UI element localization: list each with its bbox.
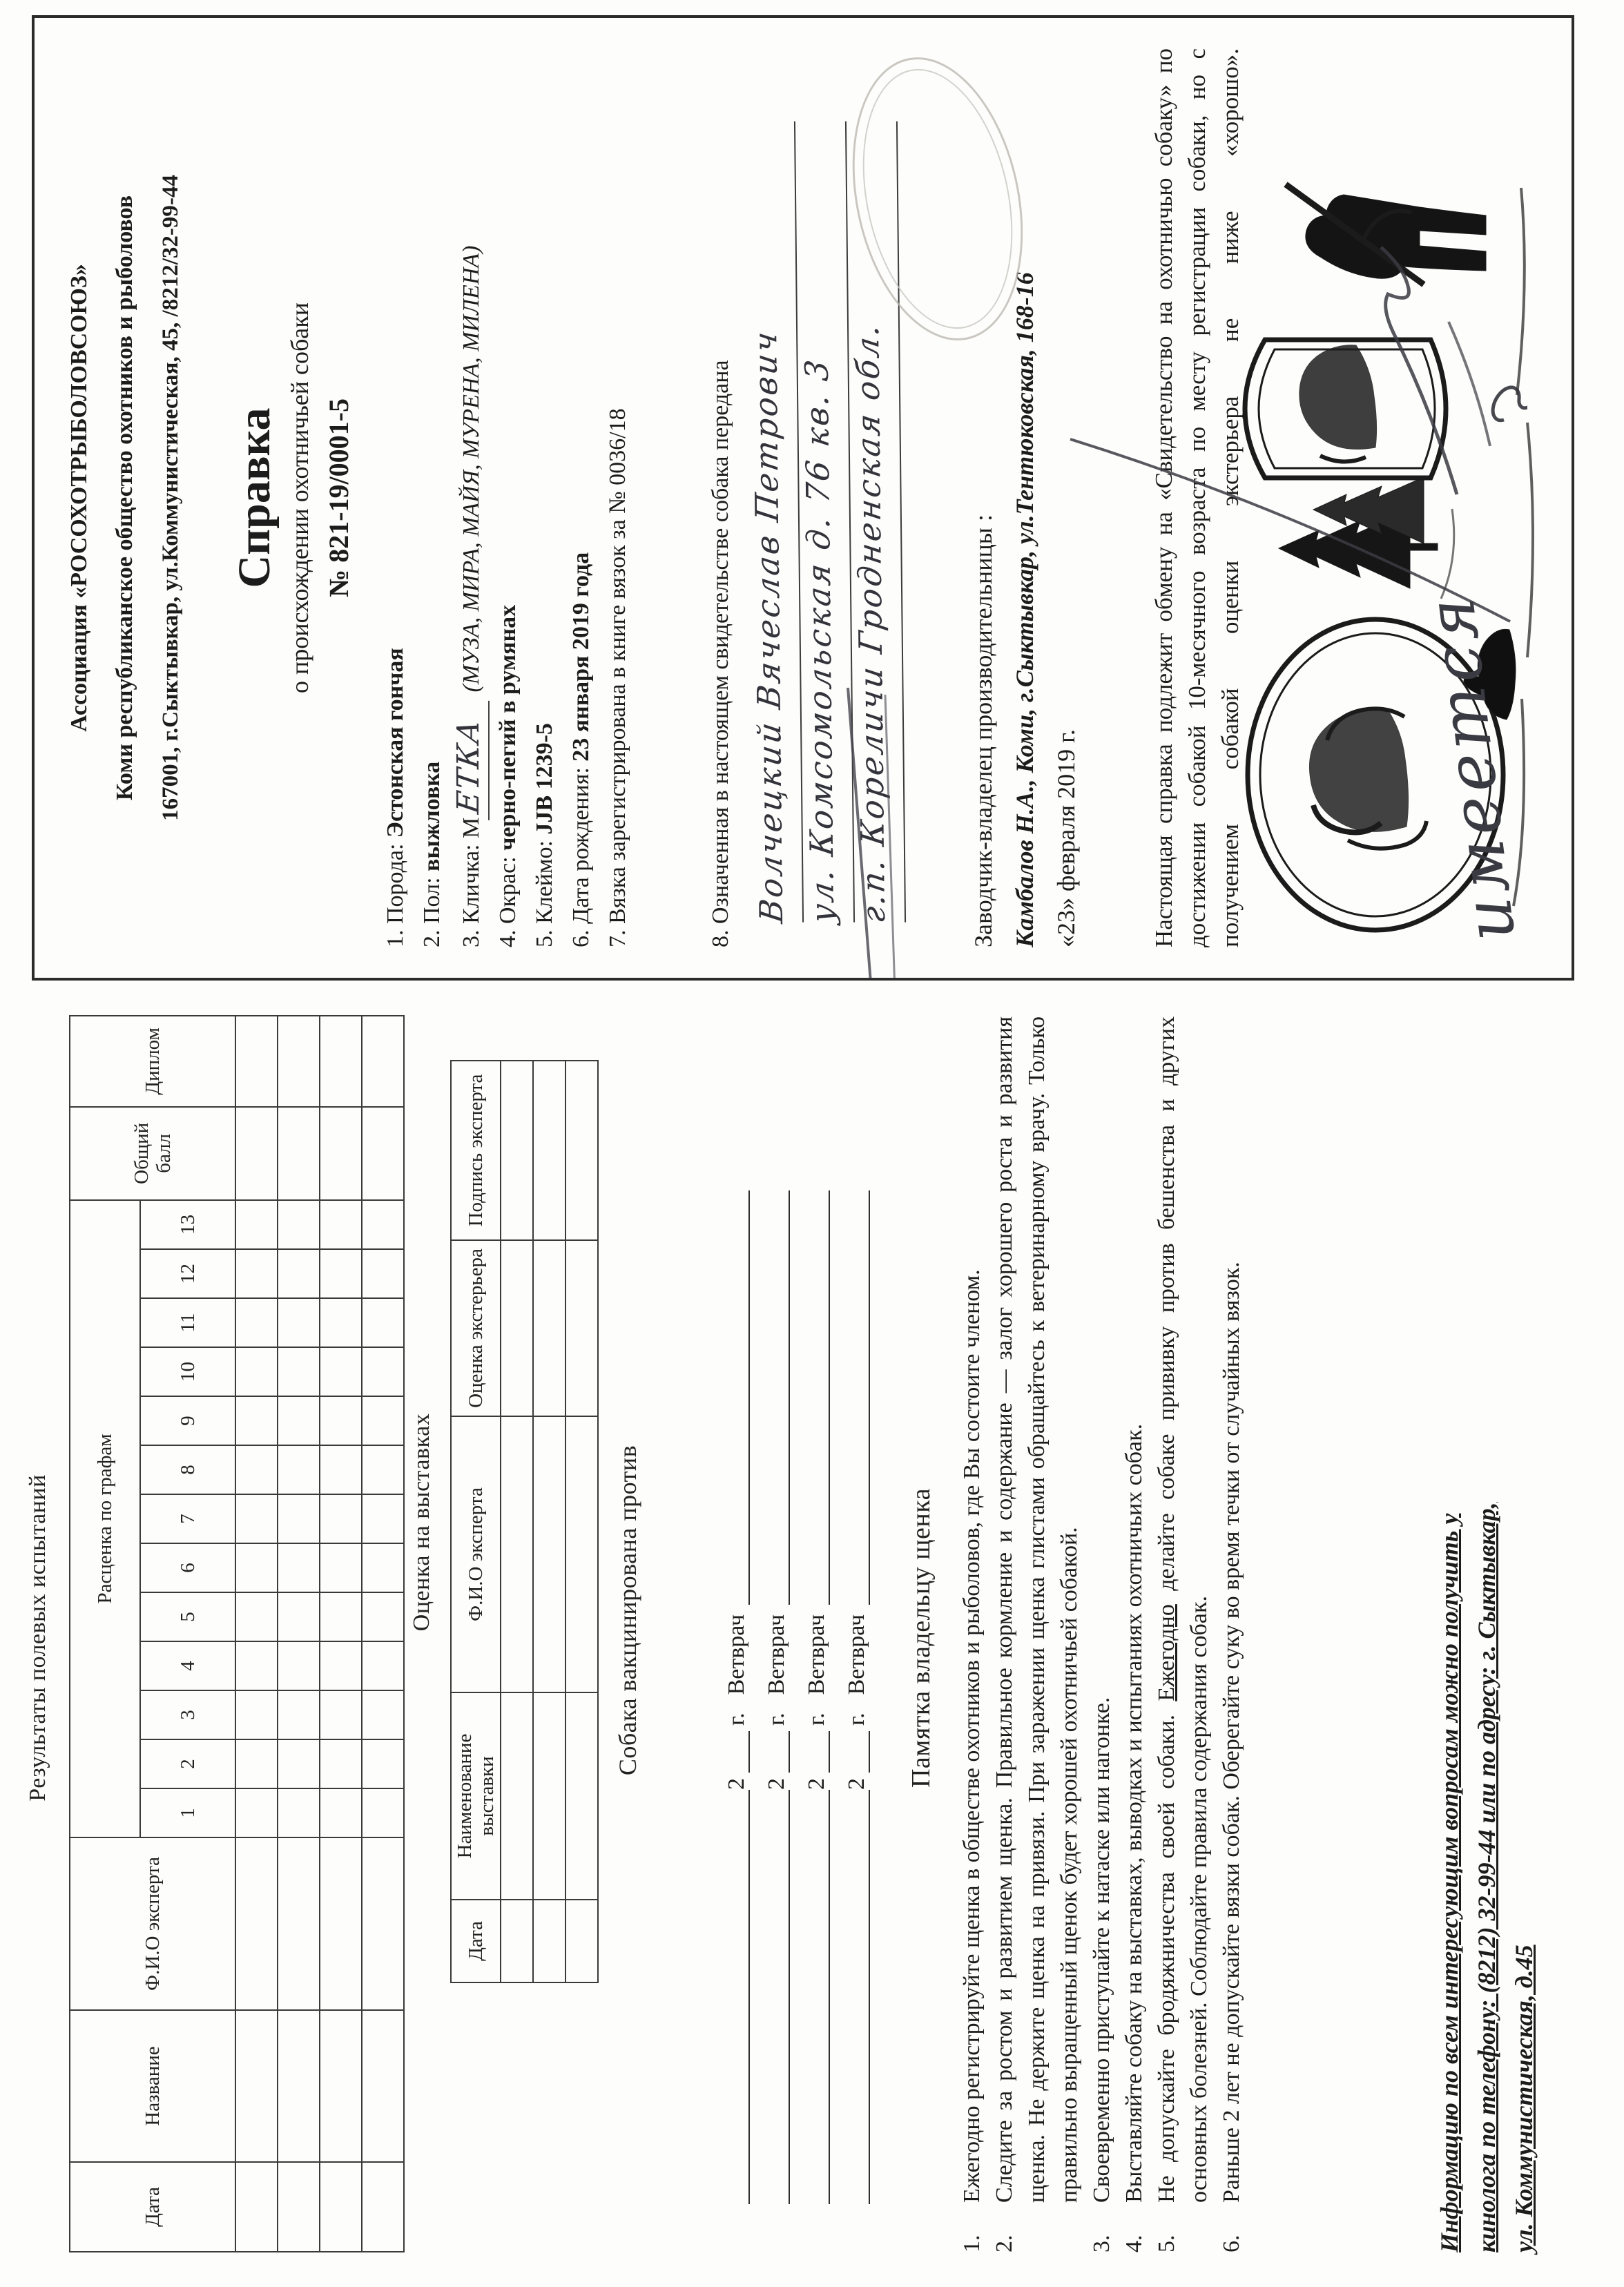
col-date: Дата	[451, 1900, 501, 1982]
list-item: 3. Своевременно приступайте к натаске или нагонке.	[1089, 1697, 1114, 2252]
page-title: Справка	[229, 407, 280, 588]
table-row	[566, 1061, 598, 1982]
vaccination-row: 2 г. Ветврач	[750, 1099, 790, 2204]
table-row	[235, 1016, 278, 2252]
handwritten-dog-name: ЕТКА	[450, 695, 490, 820]
col-total: Общий балл	[70, 1107, 235, 1200]
table-row	[533, 1061, 566, 1982]
vaccination-title: Собака вакцинирована против	[614, 1445, 641, 1776]
footer-line: Информацию по всем интересующим вопросам можно получить у	[1436, 1513, 1463, 2252]
guidelines-list	[956, 1016, 1248, 2252]
blank-line	[761, 1790, 790, 2204]
list-item: 5. Не допускайте бродяжничества своей собаки. Ежегодно делайте собаке прививку против бешенства и других основных болезней. Соблюдайте правила содержания собак.	[1154, 1016, 1212, 2252]
table-row	[320, 1016, 362, 2252]
certificate-number: № 821-19/0001-5	[323, 398, 354, 597]
graph-number-row: 1 2 3 4 5 6 7 8 9 10 11 12 13	[140, 1016, 235, 2252]
org-society: Коми республиканское общество охотников и рыболовов	[112, 195, 137, 801]
col-name: Название	[70, 2010, 235, 2162]
exchange-note: Настоящая справка подлежит обмену на «Свидетельство на охотничью собаку» по достижении собакой 10-месячного возраста по месту регистрации собаки, но с получением собакой оценки экстерьера не ниже «хорошо».	[1150, 48, 1244, 947]
blank-line	[761, 1731, 790, 1773]
field-results-title: Результаты полевых испытаний	[25, 1474, 50, 1802]
blank-line	[841, 1190, 870, 1605]
col-show-name: Наименование выставки	[451, 1692, 501, 1900]
list-item: 2. Следите за ростом и развитием щенка. Правильное кормление и содержание — залог хорошего роста и развития щенка. Не держите щенка на привязи. При заражении щенка глистами обращайтесь к ветеринарному врачу. Только правильно выращенный щенок будет хорошей охотничьей собакой.	[992, 1016, 1082, 2252]
vet-label: Ветврач	[724, 1614, 749, 1695]
footer-line: кинолога по телефону: (8212) 32-99-44 или по адресу: г. Сыктывкар,	[1473, 1502, 1500, 2252]
breeder-value: Камбалов Н.А., Коми, г.Сыктывкар, ул.Тентюковская, 168-16	[1011, 272, 1038, 947]
vaccination-row: 2 г. Ветврач	[710, 1099, 750, 2204]
list-item: 6. Раньше 2 лет не допускайте вязки собак. Оберегайте суку во время течки от случайных вязок.	[1219, 1262, 1244, 2252]
memo-page	[0, 989, 1624, 2287]
handwritten-owner-name: Волчецкий Вячеслав Петрович	[744, 122, 804, 923]
handwritten-owner-street: ул. Комсомольская д. 76 кв. 3	[795, 122, 855, 923]
page-subtitle: о происхождении охотничьей собаки	[286, 302, 313, 694]
show-results-title: Оценка на выставках	[409, 1413, 434, 1632]
show-results-table	[450, 1060, 599, 1983]
blank-line	[841, 1731, 870, 1773]
col-expert: Ф.И.О эксперта	[451, 1416, 501, 1692]
field-results-table	[69, 1015, 405, 2252]
col-exterior-grade: Оценка экстерьера	[451, 1240, 501, 1416]
vaccination-rows	[710, 1099, 870, 2204]
col-date: Дата	[70, 2162, 235, 2252]
list-item-transferred: 8. Означенная в настоящем свидетельстве собака передана	[708, 360, 733, 947]
org-name: Ассоциация «РОСОХОТРЫБОЛОВСОЮЗ»	[66, 264, 92, 732]
list-item-brand: 5. Клеймо: JJB 1239-5	[532, 723, 557, 947]
list-item-mating: 7. Вязка зарегистрирована в книге вязок за № 0036/18	[605, 408, 630, 947]
vet-label: Ветврач	[804, 1614, 829, 1695]
org-address: 167001, г.Сыктывкар, ул.Коммунистическая, 45, /8212/32-99-44	[158, 175, 183, 821]
table-row	[278, 1016, 320, 2252]
footer-line: ул. Коммунистическая, д.45	[1510, 1945, 1538, 2252]
col-expert: Ф.И.О эксперта	[70, 1837, 235, 2010]
guidelines-title: Памятка владельцу щенка	[907, 1488, 936, 1788]
blank-line	[761, 1190, 790, 1605]
vaccination-row: 2 г. Ветврач	[830, 1099, 870, 2204]
col-diploma: Диплом	[70, 1016, 235, 1107]
vet-label: Ветврач	[764, 1614, 789, 1695]
list-item: 1. Ежегодно регистрируйте щенка в обществе охотников и рыболовов, где Вы состоите членом.	[959, 1269, 985, 2252]
col-score-group: Расценка по графам	[70, 1200, 140, 1837]
blank-line	[721, 1190, 750, 1605]
list-item-color: 4. Окрас: черно-пегий в румянах	[495, 604, 521, 947]
list-item: 4. Выставляйте собаку на выставках, выводках и испытаниях охотничьих собак.	[1121, 1423, 1147, 2252]
vet-label: Ветврач	[844, 1614, 869, 1695]
handwritten-owner-town: г.п. Кореличи Гродненская обл.	[847, 122, 906, 923]
col-expert-signature: Подпись эксперта	[451, 1061, 501, 1240]
certificate-card	[32, 15, 1574, 981]
blank-line	[721, 1790, 750, 2204]
blank-line	[801, 1190, 830, 1605]
table-row	[362, 1016, 404, 2252]
list-item-breed: 1. Порода: Эстонская гончая	[383, 648, 408, 947]
handwritten-note: имеется	[1411, 589, 1531, 945]
blank-line	[801, 1790, 830, 2204]
blank-line	[841, 1790, 870, 2204]
list-item-birthdate: 6. Дата рождения: 23 января 2019 года	[568, 552, 594, 947]
blank-line	[801, 1731, 830, 1773]
vaccination-row: 2 г. Ветврач	[790, 1099, 830, 2204]
contact-footer	[1431, 996, 1543, 2252]
breeder-label: Заводчик-владелец производительницы :	[969, 514, 997, 947]
blank-line	[721, 1731, 750, 1773]
issue-date: «23» февраля 2019 г.	[1052, 729, 1080, 947]
table-row	[501, 1061, 533, 1982]
dog-details-list	[377, 48, 739, 947]
list-item-sex: 2. Пол: выжловка	[419, 761, 445, 947]
list-item-name: 3. Кличка: МЕТКА (МУЗА, МИРА, МАЙЯ, МУРЕНА, МИЛЕНА)	[450, 48, 490, 947]
